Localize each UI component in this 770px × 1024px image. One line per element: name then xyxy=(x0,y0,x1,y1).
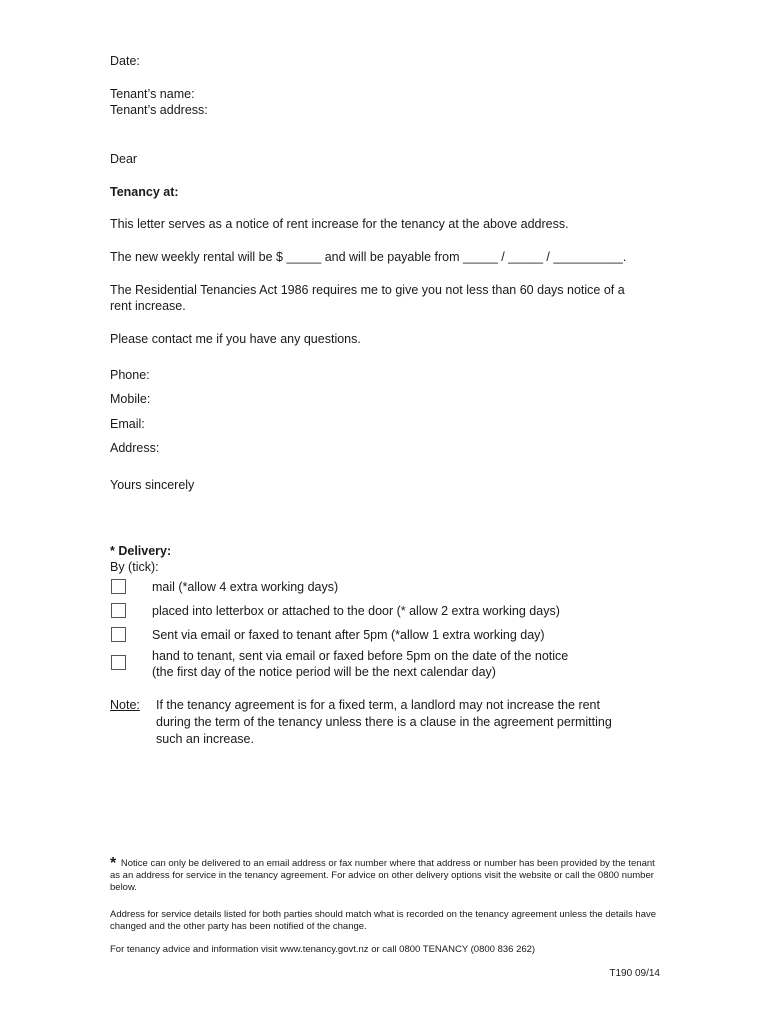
tenancy-at-label: Tenancy at: xyxy=(110,185,179,199)
tenant-name-label: Tenant’s name: xyxy=(110,87,195,101)
paragraph-notice: This letter serves as a notice of rent increase for the tenancy at the above address. xyxy=(110,217,569,231)
tenancy-advice: For tenancy advice and information visit www.tenancy.govt.nz or call 0800 TENANCY (0800 836 262) xyxy=(110,944,536,955)
delivery-by-tick: By (tick): xyxy=(110,560,159,574)
note-line3: such an increase. xyxy=(156,732,254,746)
paragraph-contact: Please contact me if you have any questions. xyxy=(110,332,361,346)
delivery-checkbox-hand[interactable] xyxy=(111,655,126,670)
footnote-star: * xyxy=(110,855,117,872)
footnote xyxy=(110,855,660,894)
note-line2: during the term of the tenancy unless there is a clause in the agreement permitting xyxy=(156,715,612,729)
delivery-option-hand-line2: (the first day of the notice period will be the next calendar day) xyxy=(152,665,496,679)
paragraph-act-line1: The Residential Tenancies Act 1986 requires me to give you not less than 60 days notice of a xyxy=(110,283,625,297)
salutation: Dear xyxy=(110,152,138,166)
note-label: Note: xyxy=(110,698,140,712)
closing: Yours sincerely xyxy=(110,478,195,492)
mobile-label: Mobile: xyxy=(110,392,151,406)
delivery-option-hand-line1: hand to tenant, sent via email or faxed before 5pm on the date of the notice xyxy=(152,649,569,663)
address-service-note: Address for service details listed for both parties should match what is recorded on the tenancy agreement unless the details have changed and the other party has been notified of the change. xyxy=(110,909,657,932)
address-label: Address: xyxy=(110,441,160,455)
paragraph-act-line2: rent increase. xyxy=(110,299,186,313)
form-code: T190 09/14 xyxy=(609,968,660,979)
delivery-title: * Delivery: xyxy=(110,544,172,558)
delivery-option-letterbox: placed into letterbox or attached to the door (* allow 2 extra working days) xyxy=(152,604,560,618)
delivery-checkbox-email-after-5pm[interactable] xyxy=(111,627,126,642)
tenant-address-label: Tenant’s address: xyxy=(110,103,208,117)
delivery-checkbox-letterbox[interactable] xyxy=(111,603,126,618)
paragraph-new-rent: The new weekly rental will be $ _____ and will be payable from _____ / _____ / __________. xyxy=(110,250,627,264)
date-label: Date: xyxy=(110,54,140,68)
delivery-option-mail: mail (*allow 4 extra working days) xyxy=(152,580,339,594)
email-label: Email: xyxy=(110,417,145,431)
note-line1: If the tenancy agreement is for a fixed term, a landlord may not increase the rent xyxy=(156,698,600,712)
phone-label: Phone: xyxy=(110,368,150,382)
note-body xyxy=(156,697,656,748)
delivery-checkbox-mail[interactable] xyxy=(111,579,126,594)
delivery-option-email-after-5pm: Sent via email or faxed to tenant after 5pm (*allow 1 extra working day) xyxy=(152,628,545,642)
footnote-text: Notice can only be delivered to an email address or fax number where that address or number has been provided by the tenant as an address for service in the tenancy agreement. For advice on other delivery options visit the website or call the 0800 number below. xyxy=(110,858,655,893)
